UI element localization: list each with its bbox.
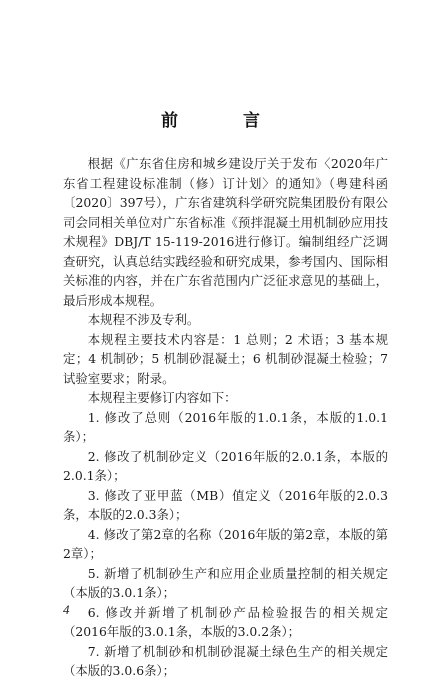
revision-item-3: 3. 修改了亚甲蓝（MB）值定义（2016年版的2.0.3条，本版的2.0.3条）； bbox=[63, 487, 388, 522]
page-title: 前 言 bbox=[161, 111, 284, 131]
revision-item-2: 2. 修改了机制砂定义（2016年版的2.0.1条，本版的2.0.1条）； bbox=[63, 448, 388, 483]
revision-item-7: 7. 新增了机制砂和机制砂混凝土绿色生产的相关规定（本版的3.0.6条）； bbox=[63, 643, 388, 678]
body-text bbox=[63, 154, 388, 681]
revision-item-1: 1. 修改了总则（2016年版的1.0.1条，本版的1.0.1条）； bbox=[63, 409, 388, 444]
paragraph-patent: 本规程不涉及专利。 bbox=[87, 312, 200, 327]
paragraph-intro: 根据《广东省住房和城乡建设厅关于发布〈2020年广东省工程建设标准制（修）订计划〉的通知》（粤建科函〔2020〕397号），广东省建筑科学研究院集团股份有限公司会同相关单位对广东省标准《预拌混凝土用机制砂应用技术规程》DBJ/T 15-119-2016进行修订。编制组经广泛调查研究，认真总结实践经验和研究成果，参考国内、国际相关标准的内容，并在广东省范围内广泛征求意见的基础上，最后形成本规程。 bbox=[63, 156, 388, 308]
revision-item-6: 6. 修改并新增了机制砂产品检验报告的相关规定（2016年版的3.0.1条，本版的3.0.2条）； bbox=[63, 604, 388, 639]
revision-item-5: 5. 新增了机制砂生产和应用企业质量控制的相关规定（本版的3.0.1条）； bbox=[63, 565, 388, 600]
page-number: 4 bbox=[63, 602, 70, 617]
paragraph-revision-intro: 本规程主要修订内容如下： bbox=[87, 390, 237, 405]
paragraph-contents: 本规程主要技术内容是：1 总则；2 术语；3 基本规定；4 机制砂；5 机制砂混凝土；6 机制砂混凝土检验；7 试验室要求；附录。 bbox=[63, 331, 388, 386]
revision-item-4: 4. 修改了第2章的名称（2016年版的第2章，本版的第2章）； bbox=[63, 526, 388, 561]
